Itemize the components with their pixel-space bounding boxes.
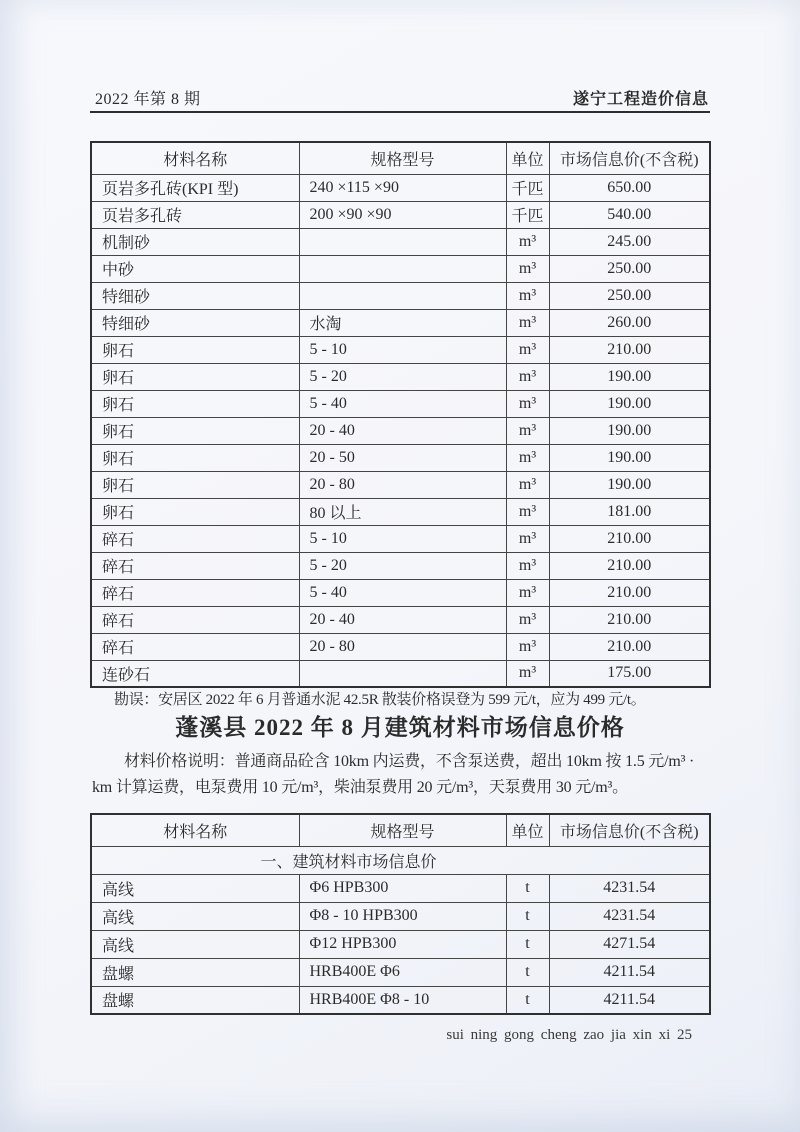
price-note: 材料价格说明：普通商品砼含 10km 内运费，不含泵送费，超出 10km 按 1.5 元/m³ · km 计算运费，电泵费用 10 元/m³，柴油泵费用 20 元/m³，天泵费用 30 元/m³。 (92, 753, 695, 796)
table-cell: Φ8 - 10 HPB300 (299, 902, 506, 930)
page-header (95, 86, 709, 109)
table-cell: 千匹 (506, 201, 549, 228)
table-cell: 175.00 (549, 660, 710, 687)
table-cell: m³ (506, 498, 549, 525)
table-cell: t (506, 930, 549, 958)
table-cell: 80 以上 (299, 498, 506, 525)
table-header-row (91, 142, 710, 174)
table-cell: 碎石 (91, 552, 299, 579)
table-cell (299, 255, 506, 282)
table-cell (299, 228, 506, 255)
table-cell: 5 - 10 (299, 336, 506, 363)
table-cell: 210.00 (549, 633, 710, 660)
table-row (91, 986, 710, 1014)
table-cell: 190.00 (549, 471, 710, 498)
table-row (91, 255, 710, 282)
table-cell: 卵石 (91, 471, 299, 498)
table-cell: 页岩多孔砖 (91, 201, 299, 228)
table-row (91, 471, 710, 498)
table-cell: 245.00 (549, 228, 710, 255)
column-header-unit: 单位 (506, 142, 549, 174)
section-title: 蓬溪县 2022 年 8 月建筑材料市场信息价格 (175, 715, 625, 740)
table-cell: 181.00 (549, 498, 710, 525)
table-row (91, 660, 710, 687)
table-cell: HRB400E Φ8 - 10 (299, 986, 506, 1014)
table-cell: m³ (506, 552, 549, 579)
table-cell: 5 - 40 (299, 390, 506, 417)
table-cell: m³ (506, 471, 549, 498)
table-cell: 卵石 (91, 336, 299, 363)
table-cell: 机制砂 (91, 228, 299, 255)
table-cell: 5 - 20 (299, 552, 506, 579)
issue-label: 2022 年第 8 期 (95, 91, 201, 108)
table-cell (299, 660, 506, 687)
table-cell: 240 ×115 ×90 (299, 174, 506, 201)
table-section-row (91, 846, 710, 874)
table-row (91, 309, 710, 336)
table-section-label: 一、建筑材料市场信息价 (91, 846, 710, 874)
table-cell: 20 - 80 (299, 633, 506, 660)
table-row (91, 930, 710, 958)
header-divider (90, 111, 710, 113)
table-cell: 连砂石 (91, 660, 299, 687)
table-row (91, 201, 710, 228)
table-row (91, 958, 710, 986)
table-row (91, 579, 710, 606)
column-header-material: 材料名称 (91, 142, 299, 174)
table-cell: 20 - 50 (299, 444, 506, 471)
table-cell: 卵石 (91, 390, 299, 417)
table-cell: 5 - 20 (299, 363, 506, 390)
table-cell: m³ (506, 525, 549, 552)
table-row (91, 228, 710, 255)
table-cell: t (506, 874, 549, 902)
table-cell: 190.00 (549, 390, 710, 417)
table-cell: t (506, 986, 549, 1014)
table-cell: 200 ×90 ×90 (299, 201, 506, 228)
table-cell: 盘螺 (91, 986, 299, 1014)
table-cell: 高线 (91, 902, 299, 930)
table-header-row (91, 814, 710, 846)
table-cell: 卵石 (91, 498, 299, 525)
table-cell: m³ (506, 255, 549, 282)
table-cell: HRB400E Φ6 (299, 958, 506, 986)
page-footer: sui ning gong cheng zao jia xin xi 25 (446, 1027, 692, 1043)
table-cell: 碎石 (91, 606, 299, 633)
table-cell: m³ (506, 633, 549, 660)
table-cell: m³ (506, 309, 549, 336)
table-cell: 190.00 (549, 363, 710, 390)
table-cell (299, 282, 506, 309)
table-cell: 20 - 80 (299, 471, 506, 498)
table-cell: t (506, 902, 549, 930)
table-cell: 650.00 (549, 174, 710, 201)
table-cell: 20 - 40 (299, 417, 506, 444)
table-row (91, 874, 710, 902)
table-cell: 4231.54 (549, 874, 710, 902)
table-row (91, 336, 710, 363)
table-row (91, 363, 710, 390)
table-cell: 250.00 (549, 282, 710, 309)
table-cell: 4211.54 (549, 958, 710, 986)
column-header-unit: 单位 (506, 814, 549, 846)
table-row (91, 390, 710, 417)
table-cell: 盘螺 (91, 958, 299, 986)
suining-material-price-table (90, 141, 711, 688)
table-cell: 碎石 (91, 579, 299, 606)
table-cell: 特细砂 (91, 282, 299, 309)
table-cell: 540.00 (549, 201, 710, 228)
table-cell: t (506, 958, 549, 986)
publication-title: 遂宁工程造价信息 (572, 91, 709, 108)
table-cell: 卵石 (91, 444, 299, 471)
table-cell: 卵石 (91, 363, 299, 390)
column-header-material: 材料名称 (91, 814, 299, 846)
table-row (91, 282, 710, 309)
table-row (91, 174, 710, 201)
table-row (91, 552, 710, 579)
table-cell: 210.00 (549, 336, 710, 363)
table-row (91, 417, 710, 444)
table-row (91, 444, 710, 471)
table-cell: 碎石 (91, 633, 299, 660)
column-header-spec: 规格型号 (299, 814, 506, 846)
table-cell: 190.00 (549, 444, 710, 471)
table-row (91, 606, 710, 633)
table-cell: 页岩多孔砖(KPI 型) (91, 174, 299, 201)
table-cell: 210.00 (549, 606, 710, 633)
column-header-price: 市场信息价(不含税) (549, 814, 710, 846)
table-row (91, 902, 710, 930)
table-cell: 5 - 40 (299, 579, 506, 606)
table-cell: m³ (506, 660, 549, 687)
table-cell: m³ (506, 390, 549, 417)
table-cell: 210.00 (549, 552, 710, 579)
column-header-spec: 规格型号 (299, 142, 506, 174)
table-cell: 5 - 10 (299, 525, 506, 552)
table-cell: 中砂 (91, 255, 299, 282)
table-cell: 4231.54 (549, 902, 710, 930)
table-cell: Φ6 HPB300 (299, 874, 506, 902)
table-cell: m³ (506, 417, 549, 444)
table-cell: m³ (506, 363, 549, 390)
table-row (91, 633, 710, 660)
table-cell: 210.00 (549, 579, 710, 606)
table-cell: m³ (506, 282, 549, 309)
table-cell: 260.00 (549, 309, 710, 336)
table-row (91, 525, 710, 552)
table-cell: 卵石 (91, 417, 299, 444)
table-cell: 20 - 40 (299, 606, 506, 633)
table-cell: m³ (506, 579, 549, 606)
table-cell: 210.00 (549, 525, 710, 552)
table-cell: m³ (506, 336, 549, 363)
table-cell: 4271.54 (549, 930, 710, 958)
table-cell: 千匹 (506, 174, 549, 201)
table-cell: m³ (506, 228, 549, 255)
table-row (91, 498, 710, 525)
table-cell: 4211.54 (549, 986, 710, 1014)
table-cell: Φ12 HPB300 (299, 930, 506, 958)
table-cell: 250.00 (549, 255, 710, 282)
errata-note: 勘误：安居区 2022 年 6 月普通水泥 42.5R 散装价格误登为 599 元/t，应为 499 元/t。 (114, 692, 646, 708)
table-cell: 特细砂 (91, 309, 299, 336)
table-cell: 水淘 (299, 309, 506, 336)
table-cell: m³ (506, 606, 549, 633)
table-cell: m³ (506, 444, 549, 471)
table-cell: 碎石 (91, 525, 299, 552)
table-cell: 高线 (91, 930, 299, 958)
table-cell: 高线 (91, 874, 299, 902)
pengxi-material-price-table (90, 813, 711, 1015)
table-cell: 190.00 (549, 417, 710, 444)
column-header-price: 市场信息价(不含税) (549, 142, 710, 174)
